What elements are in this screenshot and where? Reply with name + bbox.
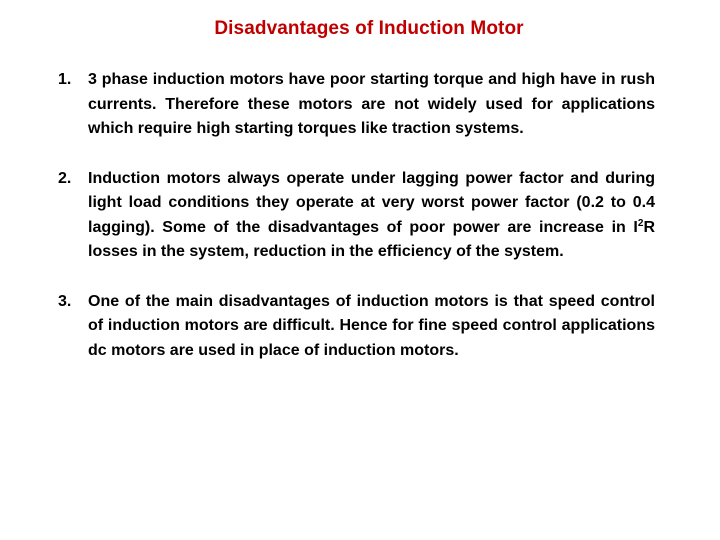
list-item [58,167,655,265]
list-item-number: 2. [58,169,72,187]
superscript-two: 2 [637,217,644,229]
list-item-number: 1. [58,71,72,88]
list-item-number: 3. [58,292,72,310]
disadvantages-list [58,68,655,388]
list-item-text-continued: R losses in the system, reduction in the efficiency of the system. [88,218,655,260]
slide-title: Disadvantages of Induction Motor [214,18,524,39]
list-item [58,68,655,142]
list-item-text: Induction motors always operate under lagging power factor and during light load conditions they operate at very worst power factor (0.2 to 0.4 lagging). Some of the disadvantages of poor power are increase in I [88,169,655,236]
list-item-text: One of the main disadvantages of induction motors is that speed control of induction motors are difficult. Hence for fine speed control applications dc motors are used in place of induction motors. [88,292,655,359]
list-item [58,290,655,364]
list-item-text: 3 phase induction motors have poor starting torque and high have in rush currents. Therefore these motors are not widely used for applications which require high starting torques like traction systems. [88,71,655,137]
